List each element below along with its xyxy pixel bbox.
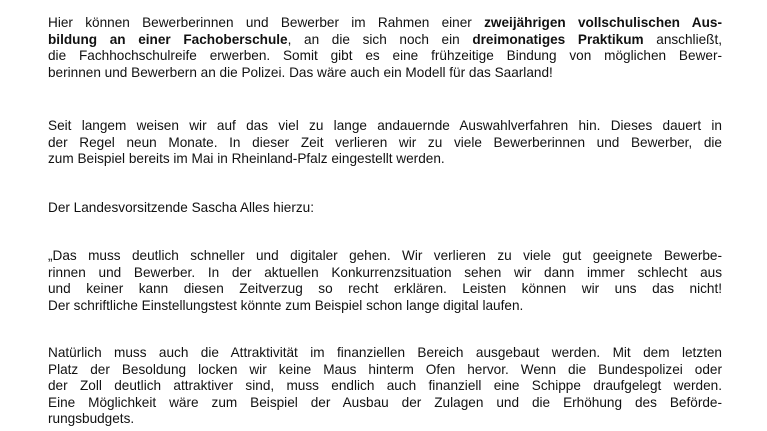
- text-run: der Zoll deutlich attraktiver sind, muss endlich auch finanziell eine Schippe draufgelegt werden.: [48, 378, 722, 394]
- bold-text: dreimonatiges Praktikum: [472, 31, 644, 47]
- text-run: „Das muss deutlich schneller und digitaler gehen. Wir verlieren zu viele gut geeignete Bewerbe-: [48, 248, 722, 263]
- text-line: [48, 200, 722, 217]
- text-run: zum Beispiel bereits im Mai in Rheinland-Pfalz eingestellt werden.: [48, 151, 445, 167]
- text-line: [48, 378, 722, 395]
- text-line: [48, 118, 722, 135]
- text-run: rinnen und Bewerber. In der aktuellen Konkurrenzsituation sehen wir dann immer schlecht aus: [48, 264, 722, 280]
- text-run: der Regel neun Monate. In dieser Zeit verlieren wir zu viele Bewerberinnen und Bewerber, die: [48, 134, 722, 150]
- text-line: [48, 32, 722, 49]
- text-run: Natürlich muss auch die Attraktivität im finanziellen Bereich ausgebaut werden. Mit dem letzten: [48, 345, 722, 360]
- text-run: anschließt,: [643, 31, 723, 47]
- text-line: [48, 265, 722, 282]
- text-line: [48, 65, 722, 82]
- text-line: [48, 15, 722, 32]
- text-run: Eine Möglichkeit wäre zum Beispiel der Ausbau der Zulagen und die Erhöhung des Beförde-: [48, 394, 722, 410]
- text-run: Hier können Bewerberinnen und Bewerber im Rahmen einer: [48, 15, 485, 30]
- text-run: , an die sich noch ein: [287, 31, 473, 47]
- text-line: [48, 298, 722, 315]
- text-line: [48, 362, 722, 379]
- text-line: [48, 395, 722, 412]
- paragraph-fachoberschule: [48, 15, 722, 81]
- text-line: [48, 411, 722, 428]
- paragraph-landesvorsitzender: [48, 200, 722, 217]
- text-run: Platz der Besoldung locken wir keine Maus hinterm Ofen hervor. Wenn die Bundespolizei oder: [48, 361, 722, 377]
- text-line: [48, 48, 722, 65]
- text-run: die Fachhochschulreife erwerben. Somit gibt es eine frühzeitige Bindung von möglichen Bewer-: [48, 48, 722, 64]
- bold-text: bildung an einer Fachoberschule: [48, 31, 288, 47]
- text-line: [48, 135, 722, 152]
- text-run: und keiner kann diesen Zeitverzug so recht erklären. Leisten können wir uns das nicht!: [48, 281, 722, 297]
- paragraph-auswahlverfahren: [48, 118, 722, 168]
- bold-text: zweijährigen vollschulischen Aus-: [484, 15, 722, 30]
- text-line: [48, 345, 722, 362]
- text-run: Der schriftliche Einstellungstest könnte zum Beispiel schon lange digital laufen.: [48, 297, 524, 313]
- text-run: Seit langem weisen wir auf das viel zu lange andauernde Auswahlverfahren hin. Dieses dauert in: [48, 118, 722, 133]
- text-line: [48, 281, 722, 298]
- text-line: [48, 151, 722, 168]
- text-run: Der Landesvorsitzende Sascha Alles hierzu:: [48, 200, 314, 215]
- text-run: rungsbudgets.: [48, 411, 135, 427]
- text-line: [48, 248, 722, 265]
- text-run: berinnen und Bewerbern an die Polizei. Das wäre auch ein Modell für das Saarland!: [48, 64, 553, 80]
- paragraph-attraktivitaet: [48, 345, 722, 428]
- paragraph-quote: [48, 248, 722, 314]
